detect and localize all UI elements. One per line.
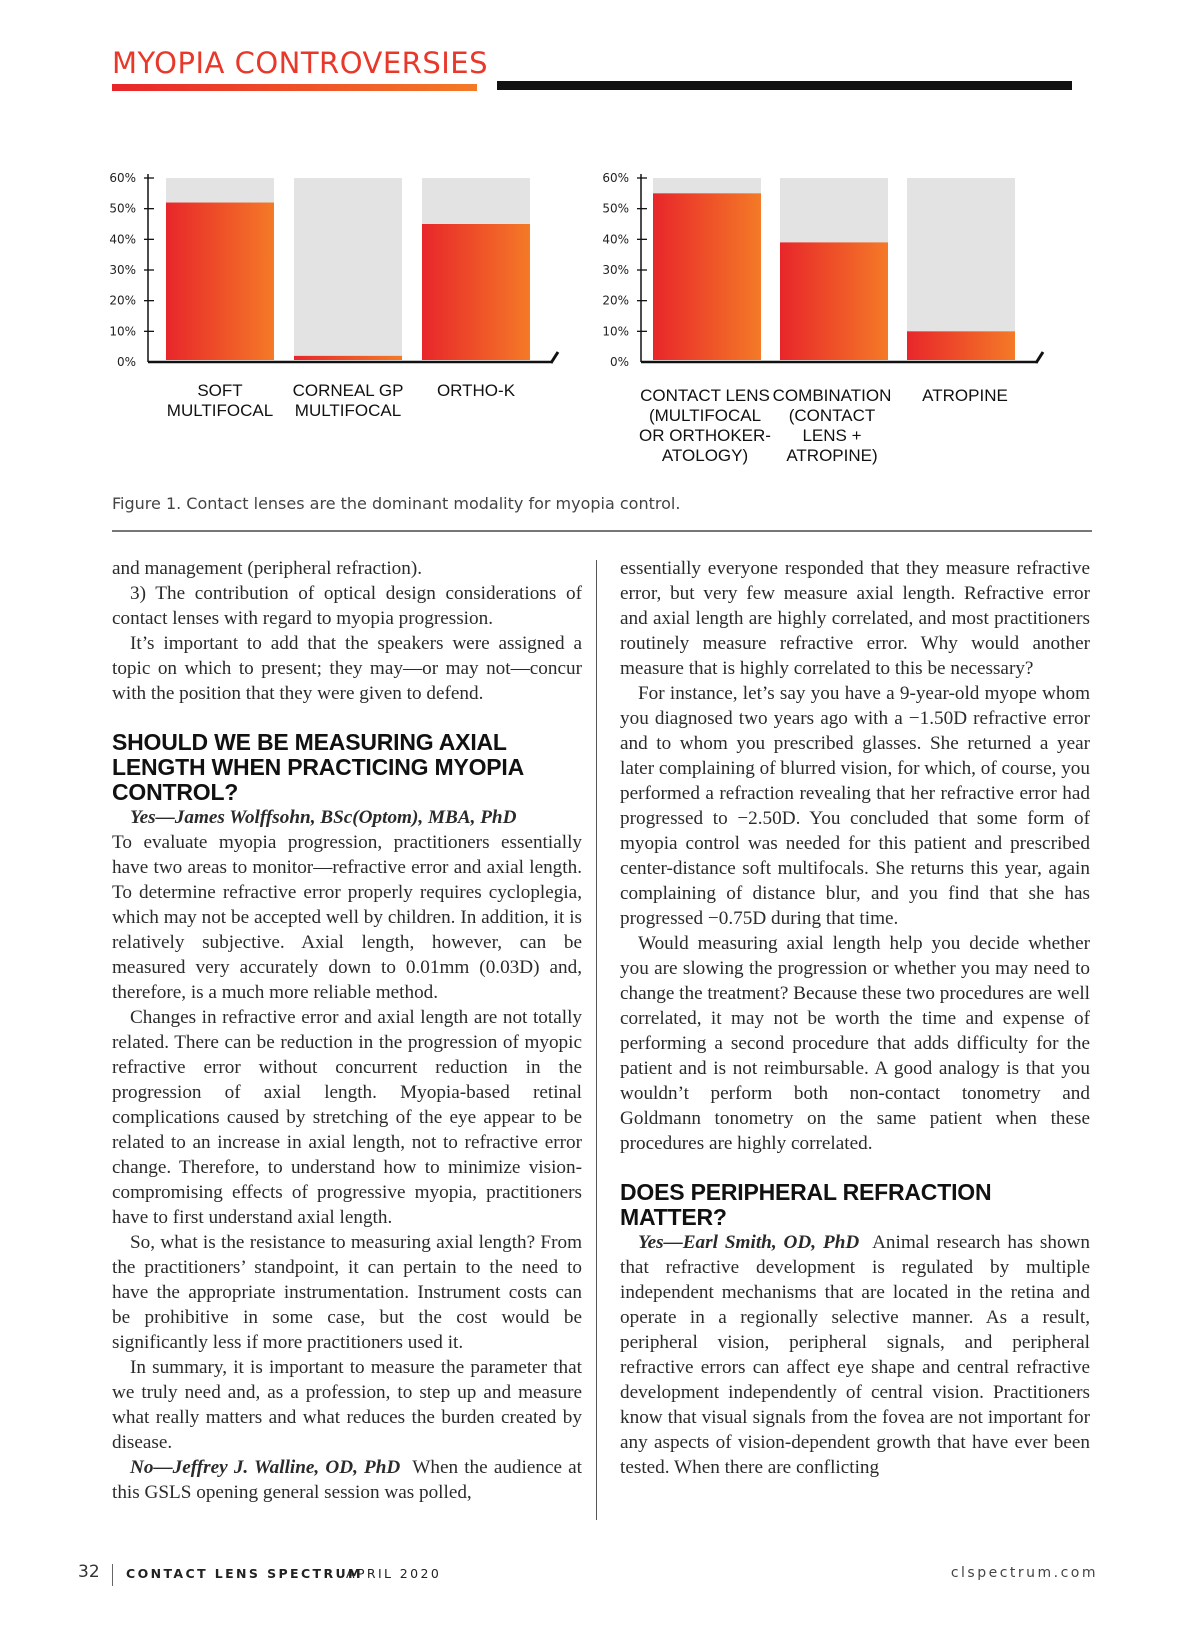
y-tick-label: 40% [109, 232, 136, 247]
bar [653, 193, 761, 360]
chart-left [100, 168, 590, 488]
page-footer [78, 1562, 1098, 1592]
issue-date: APRIL 2020 [346, 1566, 442, 1581]
paragraph: Changes in refractive error and axial length are not totally related. There can be reduction in the progression of myopic refractive error without concurrent reduction in the progression of axial length. Myopia-based retinal complications caused by stretching of the eye appear to be related to an increase in axial length, not to refractive error change. Therefore, to understand how to minimize vision-compromising effects of progressive myopia, practitioners have to first understand axial length. [112, 1007, 582, 1228]
y-tick-label: 0% [609, 355, 629, 369]
byline-text: Yes—James Wolffsohn, BSc(Optom), MBA, PhD [130, 807, 517, 828]
chart-right-category-label: COMBINATION (CONTACT LENS + ATROPINE) [772, 386, 892, 465]
y-tick-label: 50% [602, 201, 629, 216]
paragraph: To evaluate myopia progression, practitioners essentially have two areas to monitor—refractive error and axial length. To determine refractive error properly requires cycloplegia, which may not be accepted well by children. In addition, it is relatively subjective. Axial length, however, can be measured very accurately down to 0.01mm (0.03D) and, therefore, is a much more reliable method. [112, 832, 582, 1003]
paragraph-text: When the audience at this GSLS opening general session was polled, [112, 1457, 582, 1503]
section-title: MYOPIA CONTROVERSIES [112, 46, 489, 80]
byline-text: Yes—Earl Smith, OD, PhD [638, 1232, 860, 1253]
chart-left-plot [100, 168, 590, 378]
paragraph: Would measuring axial length help you decide whether you are slowing the progression or whether you may need to change the treatment? Because these two procedures are well correlated, it may not be worth the time and expense of performing a second procedure that adds difficulty for the patient and is not reimbursable. A good analogy is that you wouldn’t perform both non-contact tonometry and Goldmann tonometry on the same patient when these procedures are highly correlated. [620, 933, 1090, 1154]
footer-divider [112, 1564, 113, 1586]
bar [166, 203, 274, 360]
website: clspectrum.com [950, 1565, 1098, 1581]
chart-left-category-label: SOFT MULTIFOCAL [166, 381, 274, 420]
caption-rule [112, 530, 1092, 532]
section-heading: DOES PERIPHERAL REFRACTION MATTER? [620, 1179, 992, 1230]
y-tick-label: 60% [109, 171, 136, 185]
paragraph: It’s important to add that the speakers were assigned a topic on which to present; they may—or may not—concur with the position that they were given to defend. [112, 633, 582, 704]
paragraph: essentially everyone responded that they measure refractive error, but very few measure axial length. Refractive error and axial length are highly correlated, and most practitioners routinely measure refractive error. Why would another measure that is highly correlated to this be necessary? [620, 558, 1090, 679]
y-tick-label: 10% [602, 324, 629, 339]
magazine-name: CONTACT LENS SPECTRUM [126, 1566, 363, 1581]
article-column-left [112, 556, 582, 1505]
y-tick-label: 20% [109, 293, 136, 308]
y-tick-label: 60% [602, 171, 629, 185]
article-column-right [620, 556, 1090, 1480]
paragraph: In summary, it is important to measure the parameter that we truly need and, as a profession, to step up and measure what really matters and what reduces the burden created by disease. [112, 1357, 582, 1453]
column-divider [596, 560, 597, 1520]
y-tick-label: 40% [602, 232, 629, 247]
header-rule [497, 81, 1072, 90]
section-heading: SHOULD WE BE MEASURING AXIAL LENGTH WHEN PRACTICING MYOPIA CONTROL? [112, 729, 524, 805]
paragraph: and management (peripheral refraction). [112, 558, 423, 579]
bar [907, 331, 1015, 360]
y-tick-label: 0% [116, 355, 136, 369]
chart-left-category-label: ORTHO-K [436, 381, 516, 400]
byline-text: No—Jeffrey J. Walline, OD, PhD [130, 1457, 401, 1478]
title-underline [112, 84, 477, 91]
paragraph [620, 1230, 1090, 1480]
chart-right-category-label: ATROPINE [922, 386, 1008, 405]
paragraph: So, what is the resistance to measuring axial length? From the practitioners’ standpoint, it can pertain to the need to have the appropriate instrumentation. Instrument costs can be prohibitive in some case, but the cost would be significantly less if more practitioners used it. [112, 1232, 582, 1353]
bar [780, 242, 888, 360]
y-tick-label: 50% [109, 201, 136, 216]
paragraph: 3) The contribution of optical design considerations of contact lenses with regard to myopia progression. [112, 583, 582, 629]
y-tick-label: 20% [602, 293, 629, 308]
figure-caption: Figure 1. Contact lenses are the dominant modality for myopia control. [112, 494, 681, 513]
page-number: 32 [78, 1562, 100, 1582]
paragraph [112, 1455, 582, 1505]
y-tick-label: 30% [602, 263, 629, 277]
y-tick-label: 30% [109, 263, 136, 277]
axis-break-mark [1036, 352, 1043, 363]
paragraph-text: Animal research has shown that refractive development is regulated by multiple independent mechanisms that are located in the retina and operate in a regionally selective manner. As a result, peripheral vision, peripheral signals, and peripheral refractive errors can affect eye shape and central refractive development independently of central vision. Practitioners know that visual signals from the fovea are not important for any aspects of vision-dependent growth that have ever been tested. When there are conflicting [620, 1232, 1091, 1478]
chart-right-plot [602, 168, 1105, 378]
bar-background [294, 178, 402, 360]
chart-left-category-label: CORNEAL GP MULTIFOCAL [292, 381, 404, 420]
byline [112, 805, 582, 830]
y-tick-label: 10% [109, 324, 136, 339]
axis-break-mark [551, 352, 558, 363]
bar [422, 224, 530, 360]
chart-right [602, 168, 1105, 488]
bar [294, 356, 402, 360]
section-header [112, 46, 1072, 94]
paragraph: For instance, let’s say you have a 9-year-old myope whom you diagnosed two years ago with a −1.50D refractive error and to whom you prescribed glasses. She returned a year later complaining of blurred vision, for which, of course, you performed a refraction revealing that her refractive error had progressed to −2.50D. You concluded that some form of myopia control was needed for this patient and prescribed center-distance soft multifocals. She returns this year, again complaining of distance blur, and you find that she has progressed −0.75D during that time. [620, 683, 1090, 929]
chart-right-category-label: CONTACT LENS (MULTIFOCAL OR ORTHOKER- ATOLOGY) [639, 386, 771, 465]
